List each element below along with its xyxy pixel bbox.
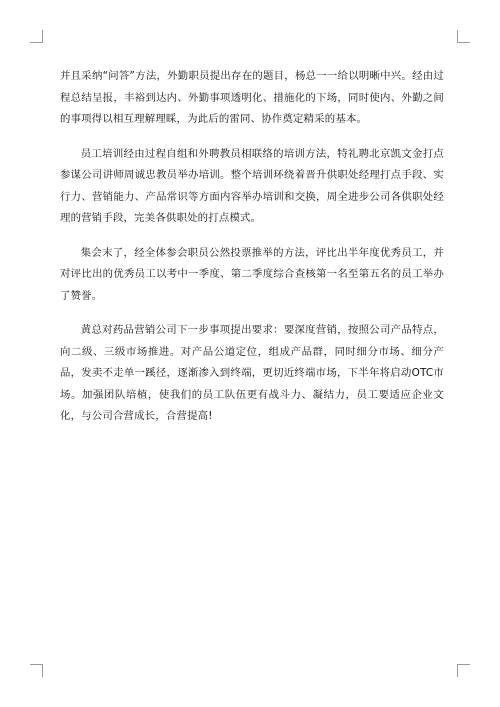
paragraph-4: 黄总对药品营销公司下一步事项提出要求：要深度营销，按照公司产品特点，向二级、三级市场推进。对产品公道定位，组成产品群，同时细分市场、细分产品，发卖不走单一蹊径，逐渐渗入到终端，更切近终端市场，下半年将启动OTC市场。加强团队培植，使我们的员工队伍更有战斗力、凝结力，员工要适应企业文化，与公司合营成长，合营提高! [60,324,444,422]
paragraph-3: 集会末了，经全体参会职员公然投票推举的方法，评比出半年度优秀员工，并对评比出的优秀员工以考中一季度、第二季度综合查核第一名至第五名的员工举办了赞誉。 [60,246,444,302]
paragraph-1: 并且采纳“问答”方法，外勤职员提出存在的题目，杨总一一给以明晰中兴。经由过程总结呈报，丰裕到达内、外勤事项透明化、措施化的下场，同时使内、外勤之间的事项得以相互理解理睬，为此后的雷同、协作奠定精采的基本。 [60,70,444,125]
crop-mark-top-left [30,30,43,43]
paragraph-2: 员工培训经由过程自组和外聘教员相联络的培训方法，特礼聘北京凯文金打点参谋公司讲师周诚忠教员举办培训。整个培训环绕着晋升供职处经理打点手段、实行力、营销能力、产品常识等方面内容举办培训和交换，周全进步公司各供职处经理的营销手段，完美各供职处的打点模式。 [60,147,444,224]
crop-mark-top-right [457,30,470,43]
document-body [60,66,444,441]
crop-mark-bottom-left [30,664,43,677]
crop-mark-bottom-right [457,664,470,677]
